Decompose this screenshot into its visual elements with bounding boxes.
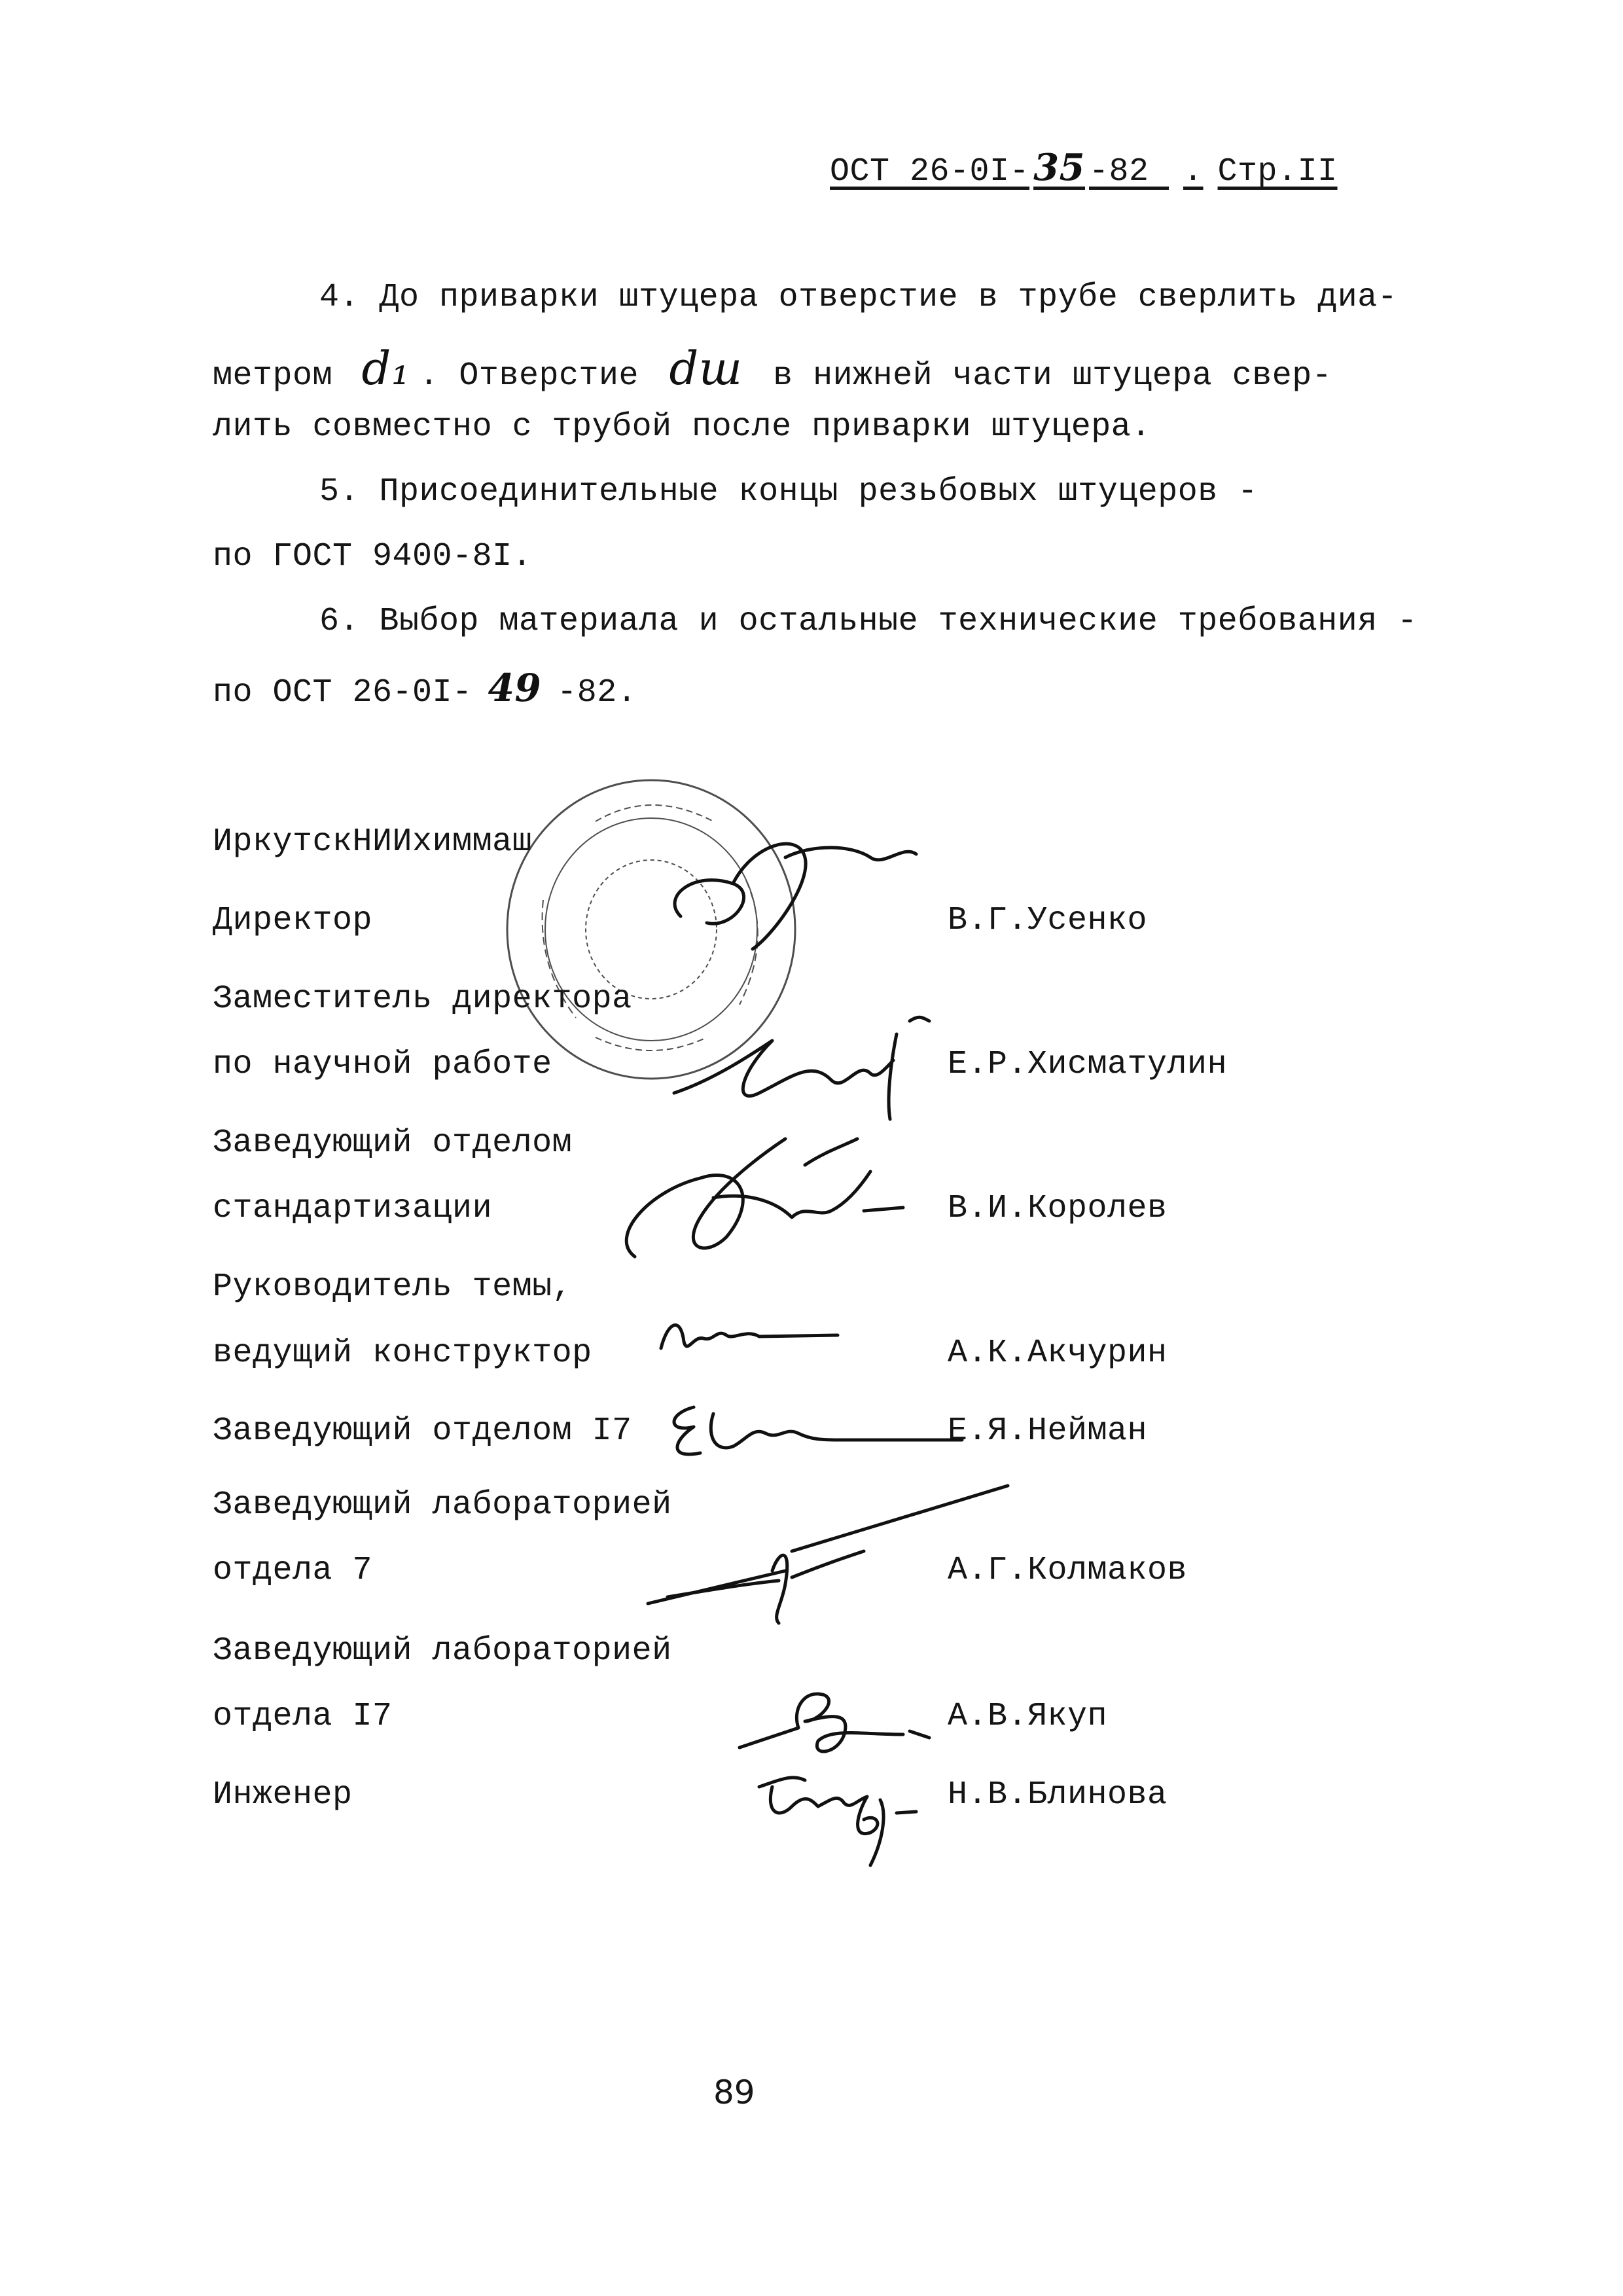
paragraph-5-line-2: по ГОСТ 9400-8I. (213, 538, 533, 575)
signatory-4-position: Руководитель темы, (213, 1268, 573, 1306)
signatory-3-position: Заведующий отделом (213, 1124, 573, 1162)
header-page-label: Стр.II (1217, 153, 1338, 190)
document-header (830, 146, 1338, 190)
signatory-8-name: Н.В.Блинова (948, 1776, 1168, 1814)
signatory-1-name: В.Г.Усенко (948, 902, 1148, 939)
paragraph-6-line-1: 6. Выбор материала и остальные технические требования - (319, 603, 1418, 640)
header-separator: . (1183, 153, 1204, 190)
signature-lead-designer (654, 1302, 851, 1368)
signature-standardization-head (609, 1126, 910, 1276)
signatory-6-name: А.Г.Колмаков (948, 1552, 1188, 1589)
signatory-5-position: Заведующий отделом I7 (213, 1412, 632, 1450)
symbol-dsh: dш (669, 342, 743, 395)
signatory-7-name: А.В.Якуп (948, 1698, 1108, 1735)
signatory-2-position-line-2: по научной работе (213, 1046, 552, 1083)
signatory-4-position-line-2: ведущий конструктор (213, 1335, 592, 1372)
signatory-2-name: Е.Р.Хисматулин (948, 1046, 1228, 1083)
signature-director (654, 818, 929, 962)
signatory-3-name: В.И.Королев (948, 1190, 1168, 1227)
organization-name: ИркутскНИИхиммаш (213, 823, 533, 861)
paragraph-4-text-c: в нижней части штуцера свер- (773, 357, 1332, 395)
signatory-8-position: Инженер (213, 1776, 353, 1814)
signatory-6-position-line-2: отдела 7 (213, 1552, 373, 1589)
paragraph-6-handwritten-number: 49 (488, 666, 542, 710)
paragraph-4-line-3: лить совместно с трубой после приварки штуцера. (213, 408, 1151, 446)
paragraph-6-text-b: -82. (557, 674, 637, 711)
paragraph-4-text-b: . Отверстие (419, 357, 639, 395)
signatory-1-position: Директор (213, 902, 373, 939)
signatory-4-name: А.К.Акчурин (948, 1335, 1168, 1372)
signatory-5-name: Е.Я.Нейман (948, 1412, 1148, 1450)
signatory-7-position-line-2: отдела I7 (213, 1698, 393, 1735)
paragraph-4-line-2 (213, 342, 1332, 395)
signatory-3-position-line-2: стандартизации (213, 1190, 493, 1227)
symbol-d1: d₁ (361, 342, 410, 395)
signatory-7-position: Заведующий лабораторией (213, 1632, 672, 1670)
paragraph-6-text-a: по ОСТ 26-0I- (213, 674, 473, 711)
header-standard-suffix: -82 (1089, 153, 1149, 190)
signature-department-17-head (654, 1388, 969, 1466)
paragraph-5-line-1: 5. Присоединительные концы резьбовых штуцеров - (319, 473, 1258, 511)
paragraph-6-line-2 (213, 666, 637, 711)
paragraph-4-line-1: 4. До приварки штуцера отверстие в трубе сверлить диа- (319, 279, 1398, 316)
signature-deputy-director (661, 1014, 936, 1126)
paragraph-4-text-a: метром (213, 357, 333, 395)
signatory-2-position: Заместитель директора (213, 980, 632, 1018)
signature-engineer (753, 1761, 923, 1872)
signature-lab-head-dept-7 (628, 1473, 1021, 1630)
signature-lab-head-dept-17 (733, 1676, 936, 1761)
page-number: 89 (713, 2073, 755, 2111)
header-handwritten-number: 35 (1033, 146, 1085, 189)
header-standard-prefix: ОСТ 26-0I- (830, 153, 1030, 190)
signatory-6-position: Заведующий лабораторией (213, 1486, 672, 1524)
